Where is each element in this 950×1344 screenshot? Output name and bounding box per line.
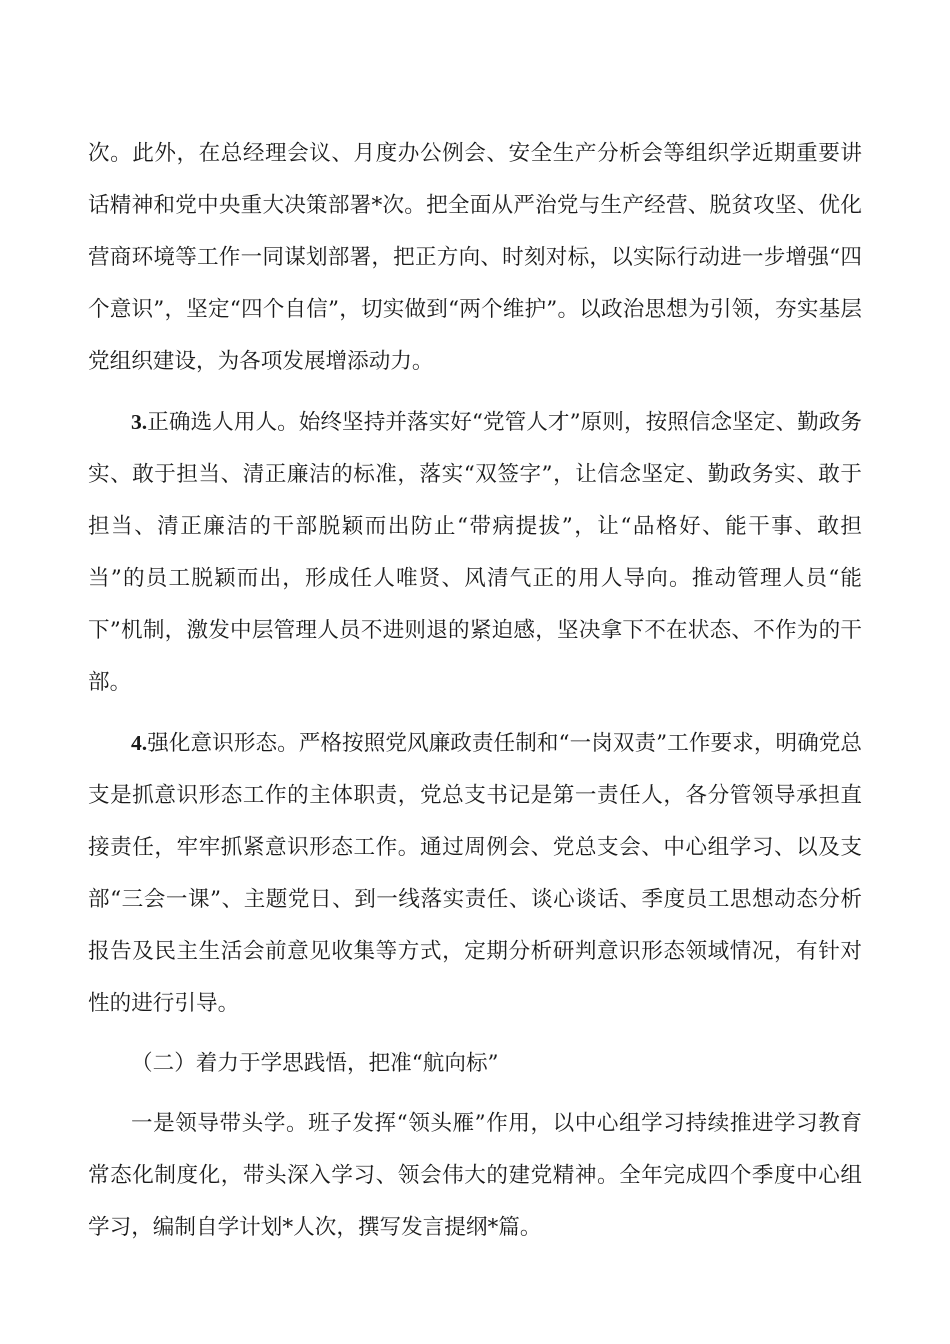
item-number: 3. <box>131 410 148 434</box>
item-number: 4. <box>131 731 148 755</box>
section-heading <box>88 1038 862 1090</box>
paragraph-continuation <box>88 128 862 388</box>
paragraph-text: 正确选人用人。始终坚持并落实好“党管人才”原则，按照信念坚定、勤政务实、敢于担当、清正廉洁的标准，落实“双签字”，让信念坚定、勤政务实、敢于担当、清正廉洁的干部脱颖而出防止“带病提拔”，让“品格好、能干事、敢担当”的员工脱颖而出，形成任人唯贤、风清气正的用人导向。推动管理人员“能下”机制，激发中层管理人员不进则退的紧迫感，坚决拿下不在状态、不作为的干部。 <box>88 410 862 695</box>
paragraph-item-4 <box>88 717 862 1030</box>
paragraph-text: 次。此外，在总经理会议、月度办公例会、安全生产分析会等组织学近期重要讲话精神和党中央重大决策部署*次。把全面从严治党与生产经营、脱贫攻坚、优化营商环境等工作一同谋划部署，把正方向、时刻对标，以实际行动进一步增强“四个意识”，坚定“四个自信”，切实做到“两个维护”。以政治思想为引领，夯实基层党组织建设，为各项发展增添动力。 <box>88 141 862 374</box>
heading-text: （二）着力于学思践悟，把准“航向标” <box>131 1051 499 1076</box>
paragraph-text: 强化意识形态。严格按照党风廉政责任制和“一岗双责”工作要求，明确党总支是抓意识形态工作的主体职责，党总支书记是第一责任人，各分管领导承担直接责任，牢牢抓紧意识形态工作。通过周例会、党总支会、中心组学习、以及支部“三会一课”、主题党日、到一线落实责任、谈心谈话、季度员工思想动态分析报告及民主生活会前意见收集等方式，定期分析研判意识形态领域情况，有针对性的进行引导。 <box>88 731 862 1016</box>
paragraph-item-3 <box>88 396 862 709</box>
paragraph-leader-study <box>88 1098 862 1254</box>
paragraph-text: 一是领导带头学。班子发挥“领头雁”作用，以中心组学习持续推进学习教育常态化制度化，带头深入学习、领会伟大的建党精神。全年完成四个季度中心组学习，编制自学计划*人次，撰写发言提纲*篇。 <box>88 1111 862 1240</box>
document-body <box>88 128 862 1262</box>
